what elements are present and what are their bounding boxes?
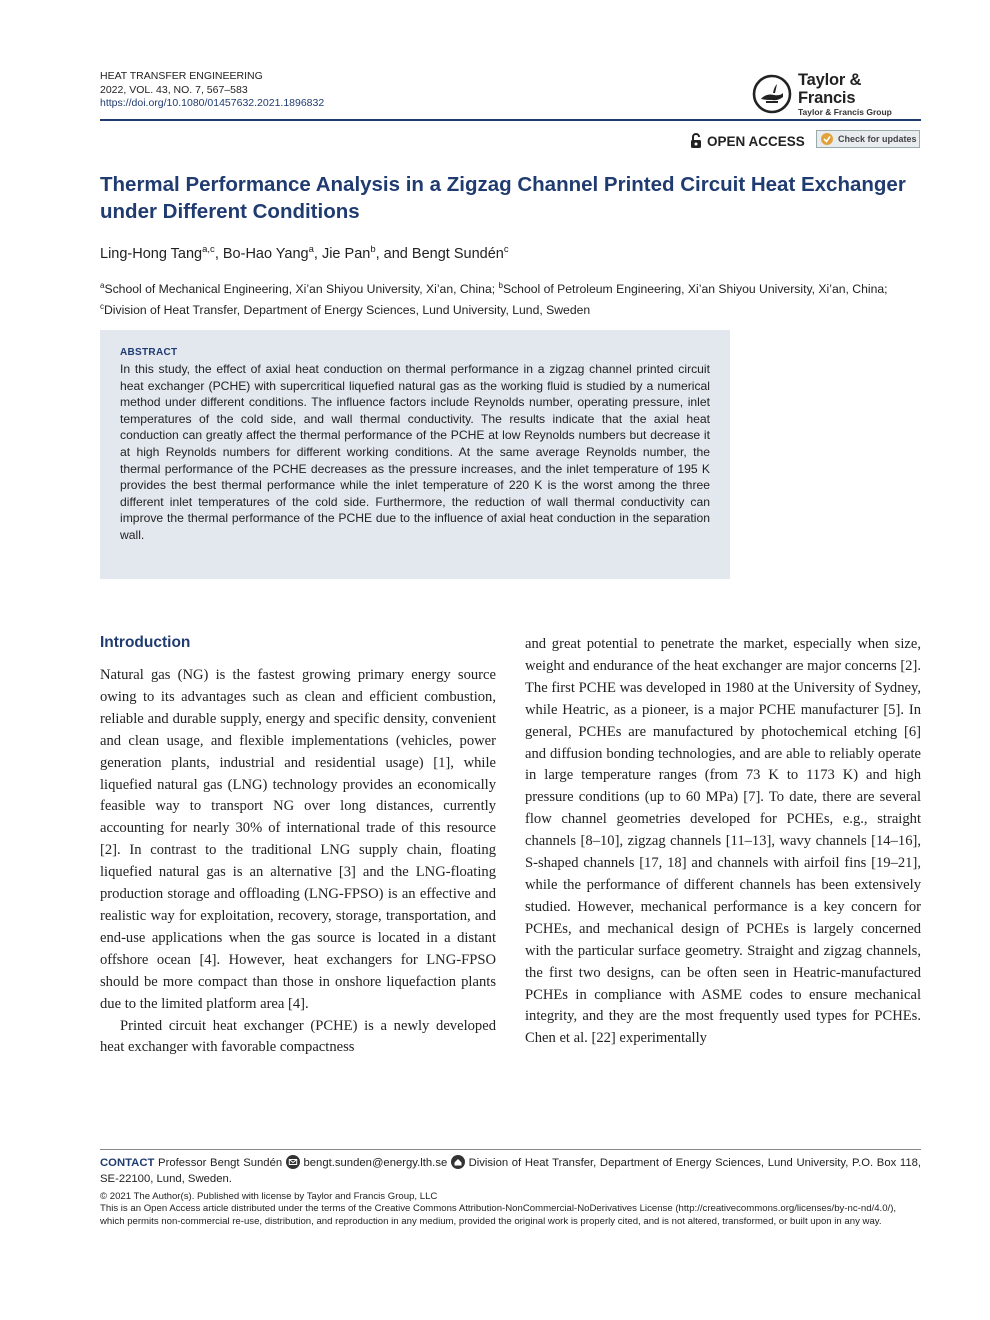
body-paragraph: and great potential to penetrate the market, especially when size, weight and endurance of the heat exchanger are major concerns [2]. The first PCHE was developed in 1980 at the University of Sydney, while Heatric, as a pioneer, is a major PCHE manufacturer [5]. In general, PCHEs are manufactured by photochemical etching [6] and diffusion bonding technologies, and are able to reliably operate in large temperature ranges (from 73 K to 1173 K) and high pressure conditions (up to 60 MPa) [7]. To date, there are several flow channel geometries developed for PCHEs, e.g., straight channels [8–10], zigzag channels [11–13], wavy channels [14–16], S-shaped channels [17, 18] and channels with airfoil fins [19–21], while the performance of different channels has been extensively studied. However, mechanical performance is a key concern for PCHEs, and mechanical design of PCHEs is largely concerned with the particular surface geometry. Straight and zigzag channels, the first two designs, can be often seen in Heatric-manufactured PCHEs in compliance with ASME codes to ensure mechanical integrity, and they are the most frequently used types for PCHEs. Chen et al. [22] experimentally <box>525 636 921 1047</box>
publisher-group: Taylor & Francis Group <box>798 106 892 117</box>
abstract-text: In this study, the effect of axial heat conduction on thermal performance in a zigzag channel printed circuit heat exchanger (PCHE) with supercritical liquefied natural gas as the working fluid is studied by a numerical method under different conditions. The influence factors include Reynolds number, operating pressure, inlet temperatures of the cold side, and wall thermal conductivity. The results indicate that the axial heat conduction can greatly affect the thermal performance of the PCHE at low Reynolds numbers but decrease it at high Reynolds numbers for different working conditions. At the same average Reynolds number, the thermal performance of the PCHE decreases as the pressure increases, and the inlet temperature of 195 K provides the best thermal performance while the inlet temperature of 220 K is the worst among the three different inlet temperatures of the cold side. Furthermore, the reduction of wall thermal conductivity can improve the thermal performance of the PCHE due to the influence of axial heat conduction in the separation wall. <box>120 362 710 542</box>
footer-rule <box>100 1149 921 1150</box>
author-separator: , <box>313 245 322 262</box>
license-text: This is an Open Access article distributed under the terms of the Creative Commons Attribution-NonCommercial-NoDerivatives License (http://creativecommons.org/licenses/by-nc-nd/4.0/), which permits non-commercial re-use, distribution, and reproduction in any medium, provided the original work is properly cited, and is not altered, transformed, or built upon in any way. <box>100 1203 897 1227</box>
open-lock-icon <box>690 133 702 149</box>
author-affiliation-mark: c <box>503 244 509 255</box>
affiliations <box>100 277 921 319</box>
contact-info <box>100 1155 921 1187</box>
address-icon <box>451 1155 465 1169</box>
open-access-label: OPEN ACCESS <box>707 133 805 149</box>
copyright-line: © 2021 The Author(s). Published with license by Taylor and Francis Group, LLC <box>100 1191 438 1202</box>
author-affiliation-mark: a,c <box>202 244 215 255</box>
publisher-logo[interactable] <box>752 72 922 116</box>
author-affiliation-mark: b <box>370 244 376 255</box>
affiliation-mark: a <box>100 281 105 290</box>
author-name: Jie Pan <box>321 245 371 262</box>
publisher-lamp-icon <box>752 74 792 114</box>
contact-label: CONTACT <box>100 1157 155 1169</box>
author-name: Ling-Hong Tang <box>100 245 203 262</box>
check-for-updates-label: Check for updates <box>838 134 917 144</box>
journal-name: HEAT TRANSFER ENGINEERING <box>100 70 263 82</box>
body-column-left <box>100 665 496 1059</box>
contact-address: Division of Heat Transfer, Department of Energy Sciences, Lund University, P.O. Box 118, SE-22100, Lund, Sweden. <box>100 1157 922 1185</box>
contact-name: Professor Bengt Sundén <box>158 1157 283 1169</box>
article-title: Thermal Performance Analysis in a Zigzag Channel Printed Circuit Heat Exchanger under Different Conditions <box>100 173 906 223</box>
body-paragraph: Natural gas (NG) is the fastest growing primary energy source owing to its advantages such as clean and efficient combustion, reliable and durable supply, energy and specific density, convenient and clean usage, and flexible implementations (vehicles, power generation plants, industrial and residential usage) [1], while liquefied natural gas (LNG) technology provides an economically feasible way to transport NG over long distances, currently accounting for nearly 30% of international trade of this resource [2]. In contrast to the traditional LNG supply chain, floating liquefied natural gas is an alternative [3] and the LNG-floating production storage and offloading (LNG-FPSO) is an effective and realistic way for exploitation, recovery, storage, transportation, and end-use applications when the gas source is located in a distant offshore ocean [4]. However, heat exchangers for LNG-FPSO should be more compact than those in onshore liquefaction plants due to the limited platform area [4]. <box>100 667 496 1012</box>
abstract-label: ABSTRACT <box>120 347 178 358</box>
body-paragraph: Printed circuit heat exchanger (PCHE) is a newly developed heat exchanger with favorable compactness <box>100 1017 496 1056</box>
journal-info <box>100 70 324 111</box>
body-column-right <box>525 634 921 1050</box>
affiliation-text: School of Mechanical Engineering, Xi’an Shiyou University, Xi’an, China; <box>104 282 499 297</box>
author-name: Bo-Hao Yang <box>222 245 309 262</box>
license-block <box>100 1191 921 1228</box>
author-separator: , and <box>375 245 412 262</box>
doi-link[interactable]: https://doi.org/10.1080/01457632.2021.1896832 <box>100 97 325 109</box>
affiliation-mark: b <box>498 281 503 290</box>
open-access-badge <box>690 133 805 149</box>
publisher-name: Taylor & Francis <box>798 70 862 107</box>
author-list <box>100 244 509 262</box>
author-name: Bengt Sundén <box>411 245 504 262</box>
volume-line: 2022, VOL. 43, NO. 7, 567–583 <box>100 83 248 96</box>
section-heading: Introduction <box>100 634 191 651</box>
header-rule <box>100 119 921 121</box>
contact-email[interactable]: bengt.sunden@energy.lth.se <box>303 1157 448 1169</box>
affiliation-mark: c <box>100 302 104 312</box>
crossmark-icon <box>820 132 834 146</box>
affiliation-text: School of Petroleum Engineering, Xi’an Shiyou University, Xi’an, China; <box>502 282 888 297</box>
affiliation-text: Division of Heat Transfer, Department of Energy Sciences, Lund University, Lund, Sweden <box>104 303 591 318</box>
author-affiliation-mark: a <box>308 244 314 255</box>
author-separator: , <box>214 245 223 262</box>
check-for-updates-button[interactable] <box>816 130 920 148</box>
email-icon <box>286 1155 300 1169</box>
